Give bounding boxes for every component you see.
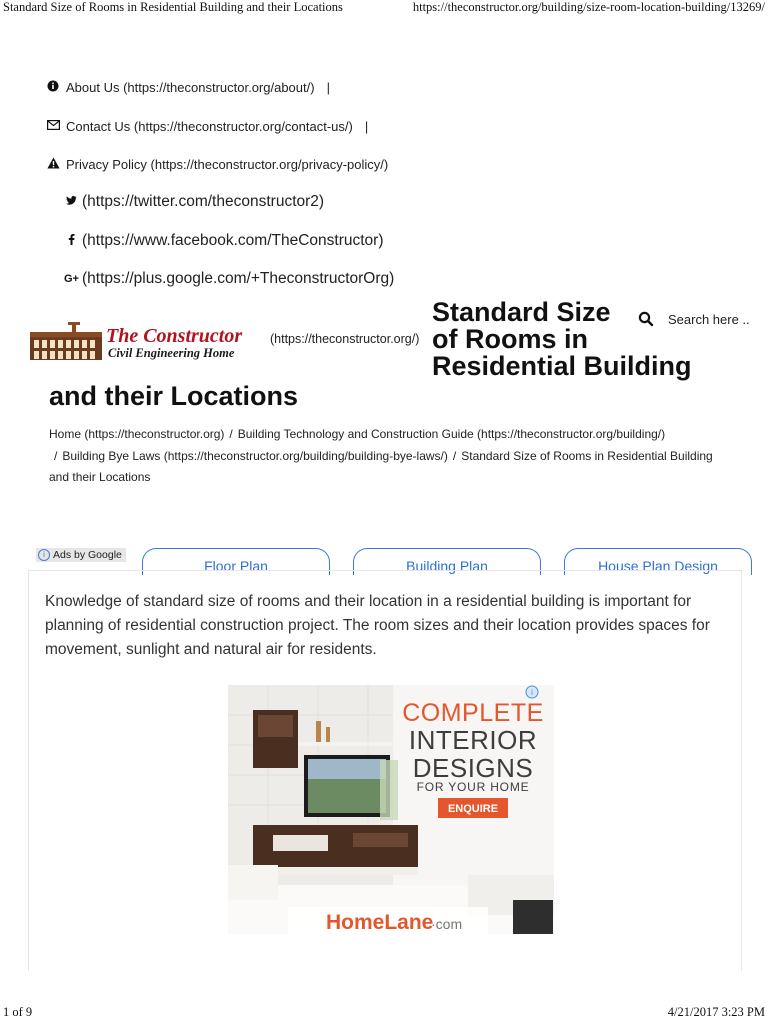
article-intro: Knowledge of standard size of rooms and their location in a residential building is important for planning of residential construction project. The room sizes and their location provides spaces for movement, sunlight and natural air for residents. <box>45 593 710 658</box>
facebook-icon <box>64 234 78 248</box>
about-us-label: About Us (https://theconstructor.org/about/) <box>66 80 315 95</box>
svg-text:i: i <box>531 688 533 697</box>
page-title-line: and their Locations <box>49 381 299 411</box>
breadcrumb-home[interactable]: Home (https://theconstructor.org) <box>49 427 225 441</box>
logo-tagline: Civil Engineering Home <box>108 346 235 360</box>
enquire-button-label: ENQUIRE <box>447 803 499 815</box>
privacy-policy-link[interactable] <box>46 157 388 172</box>
breadcrumb-separator: / <box>452 448 457 463</box>
logo-name: The Constructor <box>106 325 243 347</box>
breadcrumb-current: Standard Size of Rooms in Residential Building and their Locations <box>49 448 713 484</box>
breadcrumb <box>49 424 729 489</box>
breadcrumb-separator: / <box>54 448 58 463</box>
twitter-link[interactable] <box>64 193 324 211</box>
ad-headline-line3: DESIGNS <box>412 753 534 783</box>
link-separator: | <box>326 80 330 95</box>
banner-ad-illustration <box>228 685 554 934</box>
privacy-policy-label: Privacy Policy (https://theconstructor.org/privacy-policy/) <box>66 157 389 172</box>
link-separator: | <box>364 119 369 134</box>
info-icon: i <box>38 549 50 561</box>
ad-headline-line2: INTERIOR <box>408 725 538 755</box>
page-title-line: Residential Building <box>432 351 692 381</box>
site-logo[interactable] <box>28 320 268 362</box>
breadcrumb-building-guide[interactable]: Building Technology and Construction Guide (https://theconstructor.org/building/) <box>237 427 666 441</box>
ad-brand-suffix: ·com <box>431 916 463 932</box>
envelope-icon <box>46 120 60 133</box>
search-icon[interactable] <box>638 311 654 332</box>
logo-url[interactable]: (https://theconstructor.org/) <box>270 332 420 346</box>
ads-by-google-text: Ads by Google <box>53 549 122 561</box>
facebook-link[interactable] <box>64 232 384 250</box>
contact-us-label: Contact Us (https://theconstructor.org/contact-us/) <box>66 119 353 134</box>
ad-headline-line1: COMPLETE <box>402 699 544 727</box>
page-title-line: Standard Size <box>432 297 611 327</box>
breadcrumb-separator: / <box>229 427 233 441</box>
google-plus-url: (https://plus.google.com/+TheconstructorOrg) <box>82 270 395 287</box>
ads-by-google-label[interactable] <box>36 548 126 562</box>
twitter-url: (https://twitter.com/theconstructor2) <box>82 193 325 210</box>
contact-us-link[interactable] <box>46 119 368 134</box>
warning-icon <box>46 157 60 172</box>
page-title-line: of Rooms in <box>432 324 588 354</box>
info-circle-icon <box>46 80 60 95</box>
print-page-title: Standard Size of Rooms in Residential Building and their Locations <box>3 0 343 14</box>
banner-ad[interactable] <box>228 685 554 934</box>
google-plus-icon: G+ <box>64 273 79 285</box>
ad-link-label: House Plan Design <box>598 558 718 574</box>
ad-link-label: Floor Plan <box>204 558 268 574</box>
ad-link-label: Building Plan <box>406 558 488 574</box>
ad-brand: HomeLane <box>326 911 434 934</box>
print-page-count: 1 of 9 <box>3 1005 33 1019</box>
ad-headline-line4: FOR YOUR HOME <box>416 780 530 794</box>
twitter-icon <box>64 196 78 208</box>
print-timestamp: 4/21/2017 3:23 PM <box>667 1005 765 1019</box>
about-us-link[interactable] <box>46 80 330 95</box>
search-input[interactable]: Search here .. <box>668 312 750 327</box>
breadcrumb-bye-laws[interactable]: Building Bye Laws (https://theconstructor.org/building/building-bye-laws/) <box>62 448 448 463</box>
print-url: https://theconstructor.org/building/size-room-location-building/13269/ <box>412 0 765 14</box>
facebook-url: (https://www.facebook.com/TheConstructor) <box>82 232 384 249</box>
google-plus-link[interactable] <box>64 270 394 288</box>
